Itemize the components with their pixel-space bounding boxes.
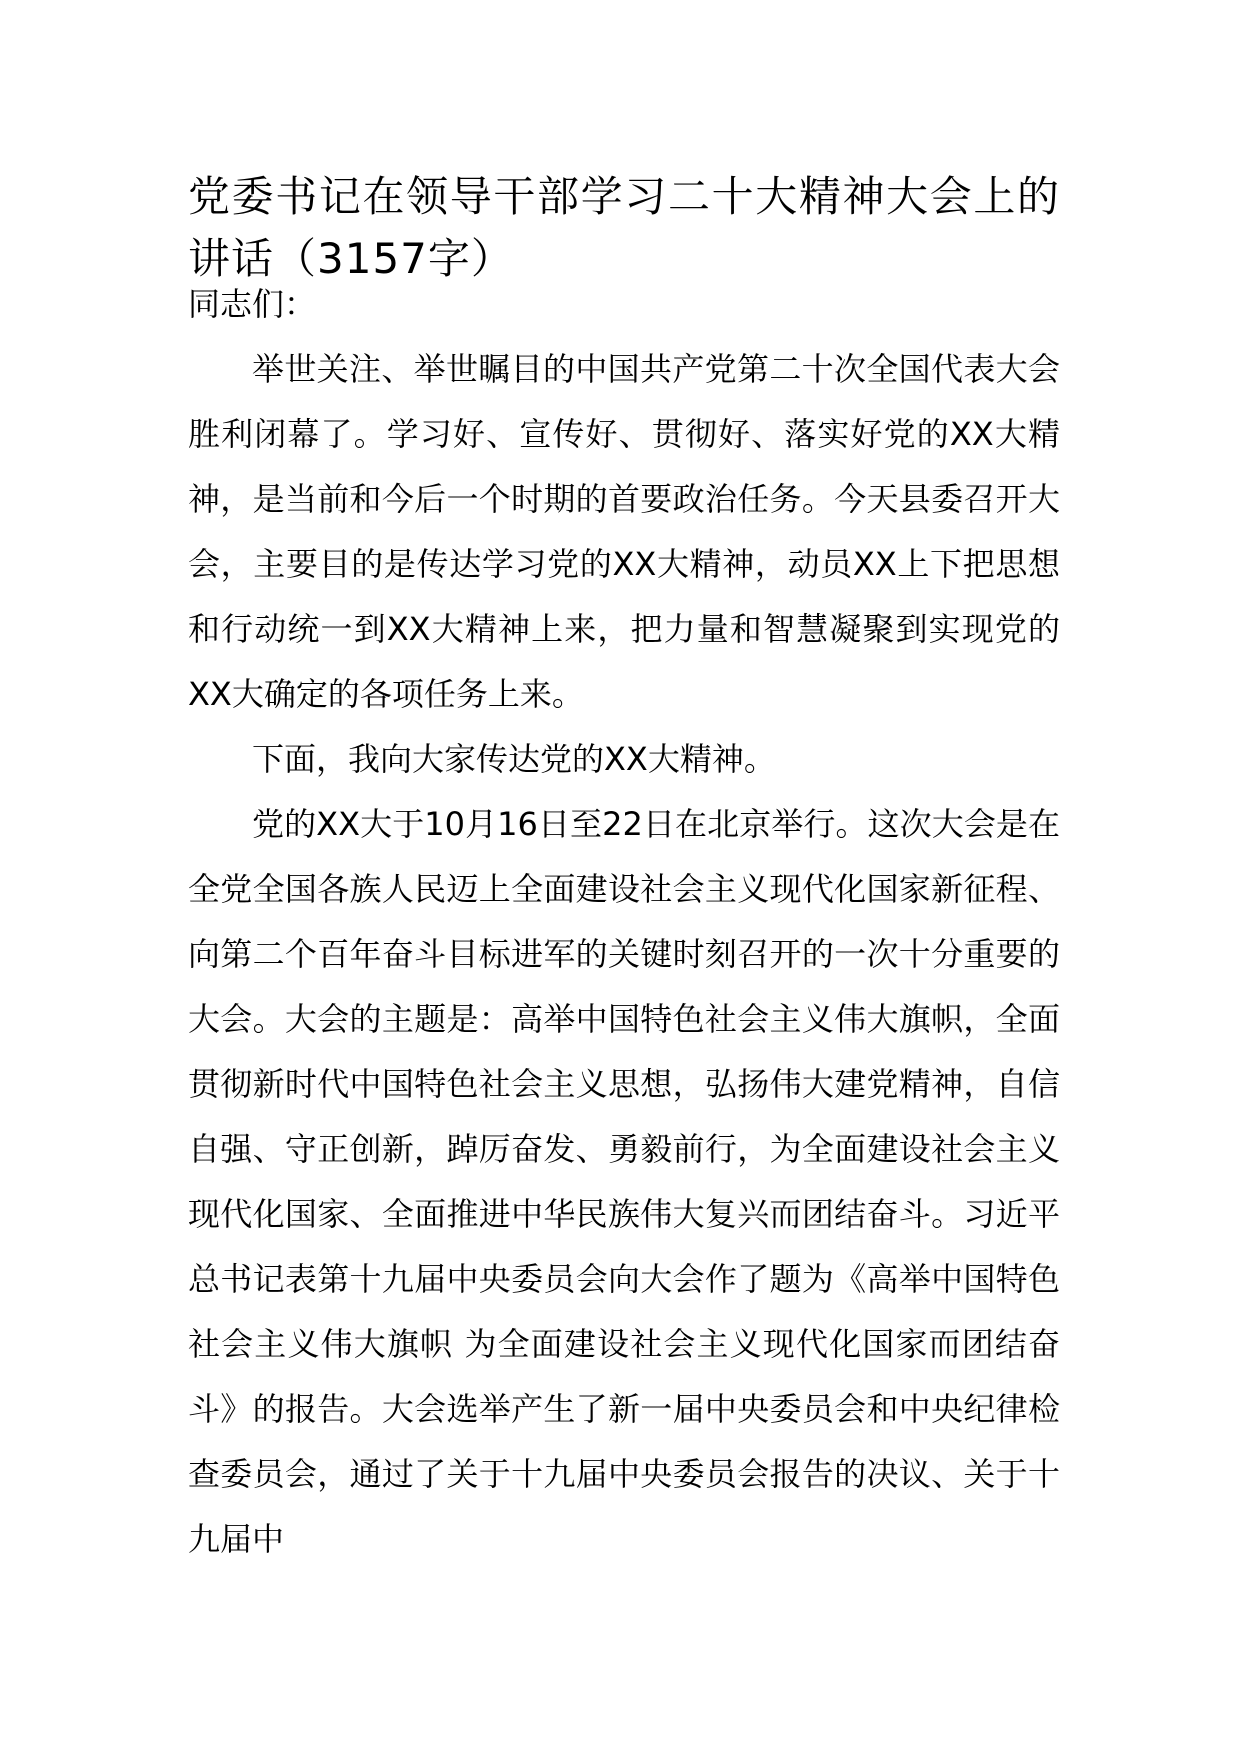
document-title: 党委书记在领导干部学习二十大精神大会上的讲话（3157字） [188,172,1060,283]
paragraph-opening: 举世关注、举世瞩目的中国共产党第二十次全国代表大会胜利闭幕了。学习好、宣传好、贯彻好、落实好党的XX大精神，是当前和今后一个时期的首要政治任务。今天县委召开大会，主要目的是传达学习党的XX大精神，动员XX上下把思想和行动统一到XX大精神上来，把力量和智慧凝聚到实现党的XX大确定的各项任务上来。 [188,350,1060,713]
document-body [188,272,1060,1572]
paragraph-transition: 下面，我向大家传达党的XX大精神。 [252,740,776,778]
paragraph-congress-overview: 党的XX大于10月16日至22日在北京举行。这次大会是在全党全国各族人民迈上全面建设社会主义现代化国家新征程、向第二个百年奋斗目标进军的关键时刻召开的一次十分重要的大会。大会的主题是：高举中国特色社会主义伟大旗帜，全面贯彻新时代中国特色社会主义思想，弘扬伟大建党精神，自信自强、守正创新，踔厉奋发、勇毅前行，为全面建设社会主义现代化国家、全面推进中华民族伟大复兴而团结奋斗。习近平总书记表第十九届中央委员会向大会作了题为《高举中国特色社会主义伟大旗帜 为全面建设社会主义现代化国家而团结奋斗》的报告。大会选举产生了新一届中央委员会和中央纪律检查委员会，通过了关于十九届中央委员会报告的决议、关于十九届中 [188,805,1060,1558]
salutation: 同志们： [188,285,317,323]
document-page [188,0,1060,1754]
